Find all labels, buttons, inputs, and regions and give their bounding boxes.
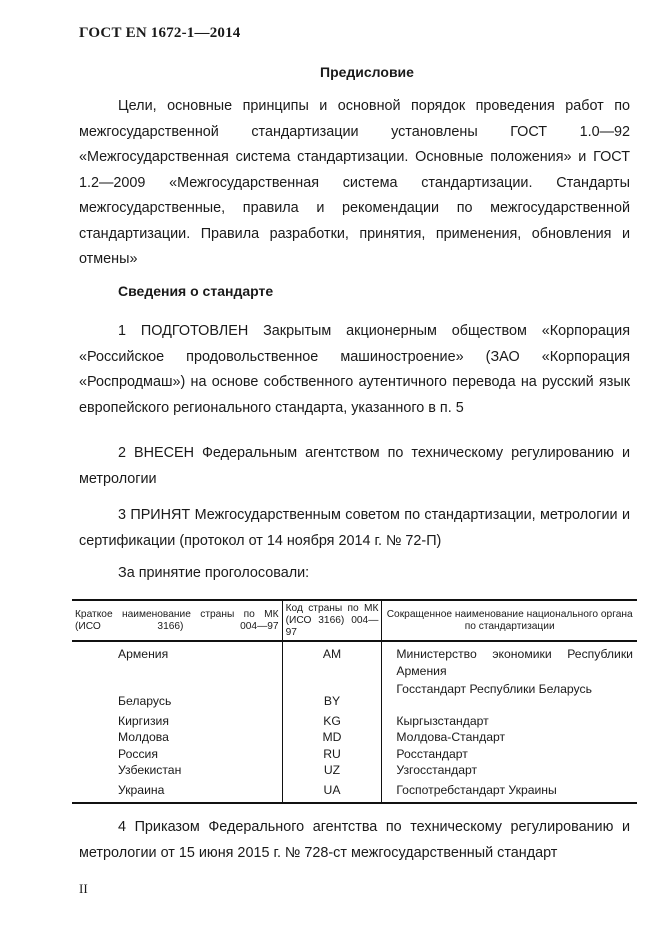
table-header-row [72,600,637,641]
body-cell: Молдова-Стандарт [396,730,506,744]
code-cell: UA [282,779,382,804]
item-4-order: 4 Приказом Федерального агентства по техническому регулированию и метрологии от 15 июня 2015 г. № 728-ст межгосударственный стандарт [79,819,630,861]
page-number: II [79,881,88,896]
page-title: Предисловие [320,64,414,80]
item-2-introduced: 2 ВНЕСЕН Федеральным агентством по техническому регулированию и метрологии [79,445,630,487]
code-cell: KG [282,710,382,730]
item-1-prepared: 1 ПОДГОТОВЛЕН Закрытым акционерным обществом «Корпорация «Российское продовольственное машиностроение» (ЗАО «Корпорация «Роспродмаш») на основе собственного аутентичного перевода на русский язык европейского регионального стандарта, указанного в п. 5 [79,323,630,416]
header-code: Код страны по МК (ИСО 3166) 004—97 [282,600,382,641]
intro-paragraph: Цели, основные принципы и основной порядок проведения работ по межгосударственной стандартизации установлены ГОСТ 1.0—92 «Межгосударственная система стандартизации. Основные положения» и ГОСТ 1.2—2009 «Межгосударственная система стандартизации. Стандарты межгосударственные, правила и рекомендации по межгосударственной стандартизации. Правила разработки, принятия, применения, обновления и отмены» [79,98,630,267]
voted-label: За принятие проголосовали: [118,565,310,581]
code-cell: BY [282,679,382,710]
document-code-header: ГОСТ EN 1672-1—2014 [79,25,241,41]
country-cell: Украина [72,779,282,804]
country-cell: Киргизия [72,710,282,730]
body-cell: Госстандарт Республики Беларусь [396,682,592,696]
table-row [72,710,637,730]
body-cell: Росстандарт [396,746,468,761]
country-cell: Узбекистан [72,762,282,779]
country-cell: Россия [72,746,282,763]
header-country: Краткое наименование страны по МК (ИСО 3166) 004—97 [72,600,282,641]
item-3-adopted: 3 ПРИНЯТ Межгосударственным советом по стандартизации, метрологии и сертификации (протокол от 14 ноября 2014 г. № 72-П) [79,507,630,549]
table-row [72,779,637,804]
header-body: Сокращенное наименование национального органа по стандартизации [382,600,637,641]
code-cell: AM [282,641,382,679]
table-row [72,641,637,679]
code-cell: UZ [282,762,382,779]
country-cell: Беларусь [72,679,282,710]
table-row [72,679,637,710]
body-cell: Узгосстандарт [396,763,478,777]
body-cell: Госпотребстандарт Украины [382,779,637,804]
body-cell: Кыргызстандарт [396,713,489,728]
table-row [72,729,637,746]
country-cell: Молдова [72,729,282,746]
code-cell: RU [282,746,382,763]
table-row [72,746,637,763]
body-cell: Министерство экономики Республики Армения [396,647,633,678]
country-cell: Армения [72,641,282,679]
votes-table [72,599,637,804]
standard-info-heading: Сведения о стандарте [118,283,274,299]
table-row [72,762,637,779]
code-cell: MD [282,729,382,746]
